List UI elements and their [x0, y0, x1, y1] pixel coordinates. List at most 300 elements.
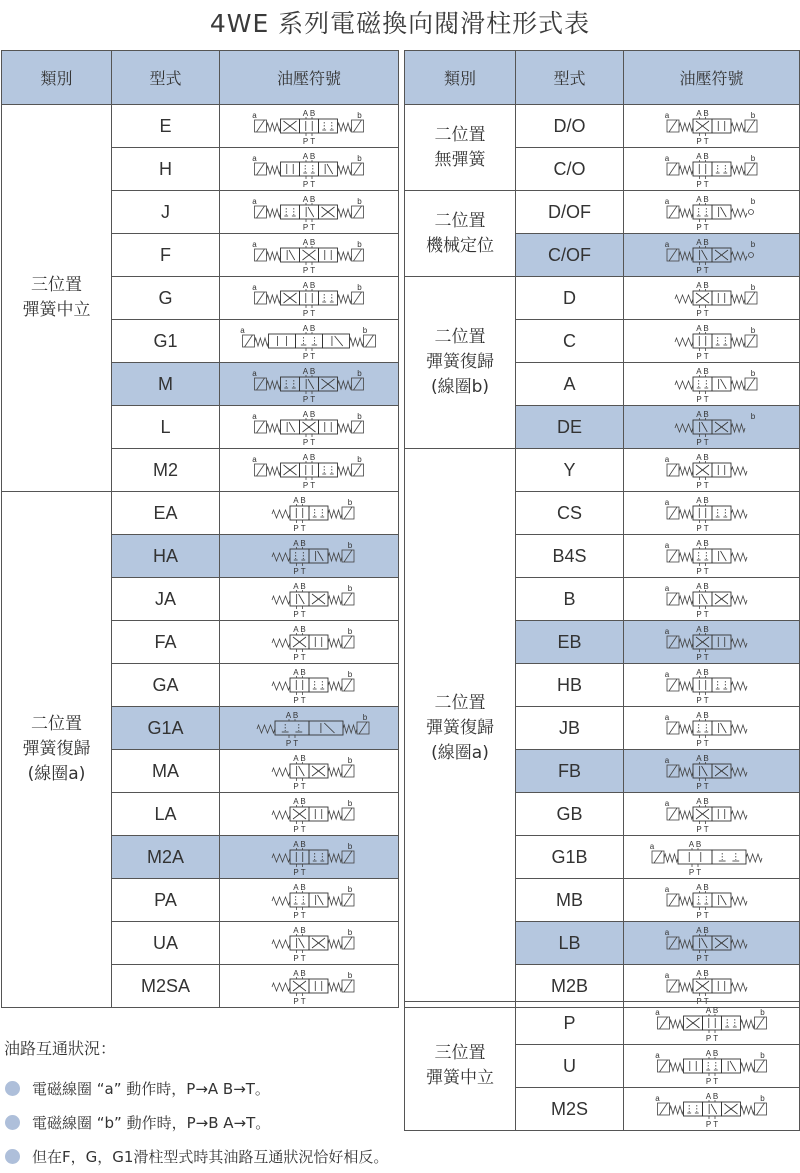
spool-type-cell: D — [516, 277, 624, 320]
spool-type-cell: LB — [516, 922, 624, 965]
solenoid-a-label: a — [252, 154, 257, 163]
hydraulic-symbol-icon — [652, 795, 772, 833]
port-label-pt: P T — [695, 180, 709, 189]
port-label-ab: A B — [302, 109, 316, 118]
port-label-ab: A B — [293, 926, 306, 935]
port-label-ab: A B — [302, 410, 316, 419]
port-label-ab: A B — [302, 195, 316, 204]
solenoid-a-label: a — [252, 240, 257, 249]
symbol-cell — [624, 191, 800, 234]
port-label-pt: P T — [695, 395, 709, 404]
category-cell — [405, 277, 516, 449]
category-cell — [405, 1002, 516, 1131]
symbol-cell — [624, 492, 800, 535]
bullet-dot-icon — [5, 1115, 20, 1130]
port-label-pt: P T — [302, 137, 316, 146]
port-label-pt: P T — [705, 1120, 718, 1129]
hydraulic-symbol-icon — [652, 580, 772, 618]
solenoid-b-label: b — [347, 584, 353, 593]
port-label-ab: A B — [695, 324, 709, 333]
port-label-ab: A B — [695, 496, 709, 505]
solenoid-b-label: b — [357, 283, 362, 292]
spool-type-cell: A — [516, 363, 624, 406]
category-label: (線圈b) — [430, 377, 490, 397]
port-label-ab: A B — [695, 539, 709, 548]
port-label-ab: A B — [695, 582, 709, 591]
spool-type-cell: M2SA — [112, 965, 220, 1008]
port-label-pt: P T — [695, 911, 709, 920]
header-symbol: 油壓符號 — [624, 51, 800, 105]
symbol-cell — [220, 922, 399, 965]
solenoid-b-label: b — [357, 111, 362, 120]
hydraulic-symbol-icon — [652, 107, 772, 145]
port-label-ab: A B — [695, 754, 709, 763]
hydraulic-symbol-icon — [249, 623, 369, 661]
spool-type-cell: GB — [516, 793, 624, 836]
solenoid-b-label: b — [750, 412, 755, 421]
spool-type-cell: H — [112, 148, 220, 191]
symbol-cell — [624, 836, 800, 879]
table-row — [405, 277, 800, 320]
port-label-pt: P T — [695, 567, 709, 576]
hydraulic-symbol-icon — [249, 881, 369, 919]
symbol-cell — [624, 621, 800, 664]
symbol-cell — [624, 1045, 800, 1088]
symbol-cell — [220, 449, 399, 492]
port-label-ab: A B — [293, 582, 306, 591]
port-label-pt: P T — [705, 1077, 718, 1086]
symbol-cell — [220, 191, 399, 234]
spool-type-cell: F — [112, 234, 220, 277]
hydraulic-symbol-icon — [249, 967, 369, 1005]
hydraulic-symbol-icon — [249, 838, 369, 876]
hydraulic-symbol-icon — [249, 107, 369, 145]
solenoid-b-label: b — [750, 326, 755, 335]
category-label: 機械定位 — [426, 235, 494, 256]
symbol-cell — [220, 277, 399, 320]
spool-type-cell: G1 — [112, 320, 220, 363]
table-row — [405, 1002, 800, 1045]
header-category: 類別 — [2, 51, 112, 105]
spool-type-cell: J — [112, 191, 220, 234]
port-label-pt: P T — [293, 653, 306, 662]
spool-type-cell: PA — [112, 879, 220, 922]
solenoid-a-label: a — [252, 197, 257, 206]
port-label-ab: A B — [302, 238, 316, 247]
symbol-cell — [624, 320, 800, 363]
hydraulic-symbol-icon — [249, 580, 369, 618]
symbol-cell — [624, 793, 800, 836]
symbol-cell — [624, 1002, 800, 1045]
category-cell — [2, 105, 112, 492]
solenoid-a-label: a — [654, 1008, 660, 1017]
solenoid-b-label: b — [347, 885, 353, 894]
spool-type-cell: M2A — [112, 836, 220, 879]
solenoid-b-label: b — [347, 928, 353, 937]
spool-type-cell: G1A — [112, 707, 220, 750]
hydraulic-symbol-icon — [249, 408, 369, 446]
symbol-cell — [220, 320, 399, 363]
solenoid-b-label: b — [759, 1008, 765, 1017]
table-row — [405, 449, 800, 492]
table-header — [405, 51, 800, 105]
hydraulic-symbol-icon — [249, 365, 369, 403]
solenoid-a-label: a — [664, 885, 669, 894]
solenoid-a-label: a — [664, 111, 669, 120]
port-label-ab: A B — [695, 238, 709, 247]
port-label-pt: P T — [293, 911, 306, 920]
solenoid-b-label: b — [362, 713, 368, 722]
port-label-ab: A B — [695, 926, 709, 935]
hydraulic-symbol-icon — [652, 924, 772, 962]
solenoid-a-label: a — [252, 283, 257, 292]
category-label: 彈簧中立 — [426, 1068, 494, 1088]
port-label-pt: P T — [302, 438, 316, 447]
port-label-ab: A B — [695, 367, 709, 376]
port-label-ab: A B — [293, 754, 306, 763]
port-label-pt: P T — [302, 395, 316, 404]
solenoid-a-label: a — [252, 455, 257, 464]
port-label-ab: A B — [695, 281, 709, 290]
spool-type-cell: MA — [112, 750, 220, 793]
category-label: 二位置 — [434, 210, 486, 231]
solenoid-a-label: a — [664, 541, 669, 550]
hydraulic-symbol-icon — [652, 752, 772, 790]
port-label-ab: A B — [293, 668, 306, 677]
port-label-ab: A B — [293, 496, 306, 505]
spool-type-cell: D/OF — [516, 191, 624, 234]
port-label-pt: P T — [695, 954, 709, 963]
hydraulic-symbol-icon — [652, 236, 772, 274]
port-label-pt: P T — [695, 739, 709, 748]
note-text: 電磁線圈 “b” 動作時，P→B A→T。 — [32, 1113, 271, 1132]
solenoid-a-label: a — [252, 412, 257, 421]
port-label-pt: P T — [695, 653, 709, 662]
solenoid-b-label: b — [750, 154, 755, 163]
solenoid-b-label: b — [347, 627, 353, 636]
symbol-cell — [624, 664, 800, 707]
solenoid-a-label: a — [664, 670, 669, 679]
spool-type-cell: CS — [516, 492, 624, 535]
spool-type-cell: B — [516, 578, 624, 621]
port-label-ab: A B — [695, 410, 709, 419]
hydraulic-symbol-icon — [652, 322, 772, 360]
port-label-ab: A B — [695, 625, 709, 634]
solenoid-a-label: a — [664, 584, 669, 593]
hydraulic-symbol-icon — [249, 150, 369, 188]
spool-type-cell: HA — [112, 535, 220, 578]
category-cell — [405, 105, 516, 191]
spool-table-left — [1, 50, 399, 1008]
port-label-pt: P T — [293, 610, 306, 619]
solenoid-a-label: a — [252, 369, 257, 378]
spool-type-cell: G1B — [516, 836, 624, 879]
symbol-cell — [220, 535, 399, 578]
port-label-ab: A B — [705, 1049, 718, 1058]
port-label-pt: P T — [302, 180, 316, 189]
flow-notes — [4, 1036, 400, 1173]
symbol-cell — [624, 363, 800, 406]
symbol-cell — [220, 836, 399, 879]
category-label: 二位置 — [434, 692, 486, 713]
solenoid-a-label: a — [252, 111, 257, 120]
symbol-cell — [220, 750, 399, 793]
solenoid-a-label: a — [664, 799, 669, 808]
port-label-ab: A B — [293, 840, 306, 849]
port-label-ab: A B — [705, 1006, 718, 1015]
port-label-pt: P T — [293, 782, 306, 791]
port-label-pt: P T — [695, 223, 709, 232]
port-label-pt: P T — [293, 524, 306, 533]
symbol-cell — [220, 105, 399, 148]
hydraulic-symbol-icon — [652, 881, 772, 919]
hydraulic-symbol-icon — [249, 795, 369, 833]
port-label-ab: A B — [695, 195, 709, 204]
hydraulic-symbol-icon — [249, 709, 369, 747]
table-row — [2, 492, 399, 535]
solenoid-a-label: a — [664, 713, 669, 722]
port-label-ab: A B — [302, 281, 316, 290]
hydraulic-symbol-icon — [249, 924, 369, 962]
hydraulic-symbol-icon — [652, 365, 772, 403]
symbol-cell — [624, 535, 800, 578]
bullet-dot-icon — [5, 1149, 20, 1164]
category-label: (線圈a) — [431, 742, 489, 763]
port-label-ab: A B — [695, 969, 709, 978]
solenoid-b-label: b — [750, 369, 755, 378]
port-label-ab: A B — [293, 969, 306, 978]
solenoid-a-label: a — [664, 928, 669, 937]
spool-type-cell: LA — [112, 793, 220, 836]
symbol-cell — [220, 578, 399, 621]
symbol-cell — [220, 707, 399, 750]
bullet-dot-icon — [5, 1081, 20, 1096]
category-label: 彈簧復歸 — [426, 352, 494, 372]
category-label: 彈簧復歸 — [426, 717, 494, 738]
hydraulic-symbol-icon — [652, 408, 772, 446]
category-label: 三位置 — [434, 1043, 486, 1063]
port-label-ab: A B — [695, 668, 709, 677]
category-cell — [405, 191, 516, 277]
spool-type-cell: EB — [516, 621, 624, 664]
spool-type-cell: D/O — [516, 105, 624, 148]
symbol-cell — [220, 965, 399, 1008]
spool-type-cell: MB — [516, 879, 624, 922]
category-cell — [405, 449, 516, 1008]
category-label: 彈簧復歸 — [22, 739, 91, 759]
hydraulic-symbol-icon — [652, 451, 772, 489]
port-label-pt: P T — [293, 825, 306, 834]
spool-type-cell: JB — [516, 707, 624, 750]
port-label-pt: P T — [695, 438, 709, 447]
header-type: 型式 — [112, 51, 220, 105]
spool-type-cell: P — [516, 1002, 624, 1045]
symbol-cell — [624, 750, 800, 793]
solenoid-b-label: b — [750, 111, 755, 120]
category-label: 二位置 — [31, 714, 82, 734]
port-label-pt: P T — [302, 266, 316, 275]
spool-type-cell: M2B — [516, 965, 624, 1008]
symbol-cell — [624, 148, 800, 191]
symbol-cell — [624, 922, 800, 965]
hydraulic-symbol-icon — [652, 1090, 772, 1128]
spool-type-cell: Y — [516, 449, 624, 492]
port-label-pt: P T — [695, 610, 709, 619]
port-label-pt: P T — [285, 739, 299, 748]
port-label-pt: P T — [302, 223, 316, 232]
solenoid-b-label: b — [759, 1051, 765, 1060]
page-title: 4WE 系列電磁換向閥滑柱形式表 — [209, 9, 591, 38]
symbol-cell — [220, 879, 399, 922]
hydraulic-symbol-icon — [249, 451, 369, 489]
port-label-ab: A B — [293, 883, 306, 892]
solenoid-b-label: b — [750, 283, 755, 292]
symbol-cell — [220, 363, 399, 406]
port-label-ab: A B — [293, 797, 306, 806]
hydraulic-symbol-icon — [652, 1004, 772, 1042]
port-label-pt: P T — [695, 782, 709, 791]
spool-type-cell: EA — [112, 492, 220, 535]
table-header — [2, 51, 399, 105]
hydraulic-symbol-icon — [652, 1047, 772, 1085]
spool-type-cell: L — [112, 406, 220, 449]
spool-type-cell: DE — [516, 406, 624, 449]
solenoid-a-label: a — [664, 498, 669, 507]
category-label: 彈簧中立 — [22, 300, 91, 320]
spool-table-bottom — [404, 1001, 800, 1131]
port-label-pt: P T — [293, 997, 306, 1006]
solenoid-a-label: a — [664, 971, 669, 980]
solenoid-a-label: a — [664, 756, 669, 765]
table-row — [405, 191, 800, 234]
spool-type-cell: B4S — [516, 535, 624, 578]
solenoid-b-label: b — [347, 541, 353, 550]
port-label-ab: A B — [285, 711, 299, 720]
spool-type-cell: UA — [112, 922, 220, 965]
symbol-cell — [624, 449, 800, 492]
spool-type-cell: FA — [112, 621, 220, 664]
category-label: 二位置 — [434, 124, 486, 145]
hydraulic-symbol-icon — [249, 537, 369, 575]
hydraulic-symbol-icon — [249, 193, 369, 231]
solenoid-b-label: b — [347, 498, 353, 507]
hydraulic-symbol-icon — [652, 709, 772, 747]
hydraulic-symbol-icon — [249, 666, 369, 704]
symbol-cell — [624, 1088, 800, 1131]
port-label-ab: A B — [695, 711, 709, 720]
solenoid-a-label: a — [240, 326, 245, 335]
port-label-pt: P T — [695, 997, 709, 1006]
note-item — [4, 1071, 400, 1105]
port-label-pt: P T — [688, 868, 701, 877]
header-category: 類別 — [405, 51, 516, 105]
spool-type-cell: GA — [112, 664, 220, 707]
hydraulic-symbol-icon — [649, 838, 772, 877]
port-label-ab: A B — [302, 324, 316, 333]
hydraulic-symbol-icon — [249, 236, 369, 274]
port-label-ab: A B — [695, 797, 709, 806]
port-label-ab: A B — [688, 840, 701, 849]
port-label-ab: A B — [695, 152, 709, 161]
hydraulic-symbol-icon — [240, 322, 369, 361]
port-label-pt: P T — [293, 696, 306, 705]
symbol-cell — [220, 234, 399, 277]
port-label-ab: A B — [695, 883, 709, 892]
spool-type-cell: M — [112, 363, 220, 406]
note-item — [4, 1139, 400, 1173]
solenoid-a-label: a — [664, 627, 669, 636]
port-label-pt: P T — [293, 954, 306, 963]
hydraulic-symbol-icon — [652, 967, 772, 1005]
category-label: 無彈簧 — [434, 149, 486, 170]
category-label: 三位置 — [31, 275, 82, 295]
solenoid-b-label: b — [357, 197, 362, 206]
port-label-ab: A B — [293, 539, 306, 548]
solenoid-b-label: b — [750, 240, 755, 249]
port-label-pt: P T — [695, 309, 709, 318]
solenoid-b-label: b — [347, 670, 353, 679]
solenoid-a-label: a — [664, 240, 669, 249]
spool-type-cell: HB — [516, 664, 624, 707]
solenoid-b-label: b — [362, 326, 368, 335]
port-label-ab: A B — [705, 1092, 718, 1101]
table-row — [405, 105, 800, 148]
symbol-cell — [220, 664, 399, 707]
spool-type-cell: C — [516, 320, 624, 363]
port-label-ab: A B — [302, 453, 316, 462]
solenoid-a-label: a — [664, 455, 669, 464]
solenoid-a-label: a — [654, 1051, 660, 1060]
solenoid-b-label: b — [357, 369, 362, 378]
spool-type-cell: C/OF — [516, 234, 624, 277]
solenoid-a-label: a — [654, 1094, 660, 1103]
solenoid-b-label: b — [347, 799, 353, 808]
solenoid-b-label: b — [347, 756, 353, 765]
port-label-ab: A B — [302, 152, 316, 161]
symbol-cell — [624, 105, 800, 148]
hydraulic-symbol-icon — [652, 150, 772, 188]
hydraulic-symbol-icon — [249, 752, 369, 790]
hydraulic-symbol-icon — [652, 279, 772, 317]
symbol-cell — [220, 621, 399, 664]
port-label-pt: P T — [695, 524, 709, 533]
port-label-ab: A B — [293, 625, 306, 634]
spool-table-right — [404, 50, 800, 1008]
solenoid-a-label: a — [649, 842, 654, 851]
hydraulic-symbol-icon — [249, 494, 369, 532]
symbol-cell — [624, 578, 800, 621]
notes-title: 油路互通狀況： — [4, 1039, 117, 1058]
header-type: 型式 — [516, 51, 624, 105]
symbol-cell — [624, 879, 800, 922]
category-label: 二位置 — [434, 327, 486, 347]
spool-type-cell: U — [516, 1045, 624, 1088]
symbol-cell — [624, 406, 800, 449]
solenoid-b-label: b — [347, 842, 353, 851]
hydraulic-symbol-icon — [652, 537, 772, 575]
port-label-pt: P T — [695, 352, 709, 361]
solenoid-a-label: a — [664, 197, 669, 206]
port-label-pt: P T — [695, 137, 709, 146]
port-label-pt: P T — [302, 352, 316, 361]
port-label-pt: P T — [293, 567, 306, 576]
category-label: (線圈a) — [27, 764, 86, 784]
note-text: 電磁線圈 “a” 動作時，P→A B→T。 — [32, 1079, 270, 1098]
hydraulic-symbol-icon — [249, 279, 369, 317]
symbol-cell — [624, 234, 800, 277]
solenoid-b-label: b — [357, 412, 362, 421]
solenoid-b-label: b — [357, 240, 362, 249]
